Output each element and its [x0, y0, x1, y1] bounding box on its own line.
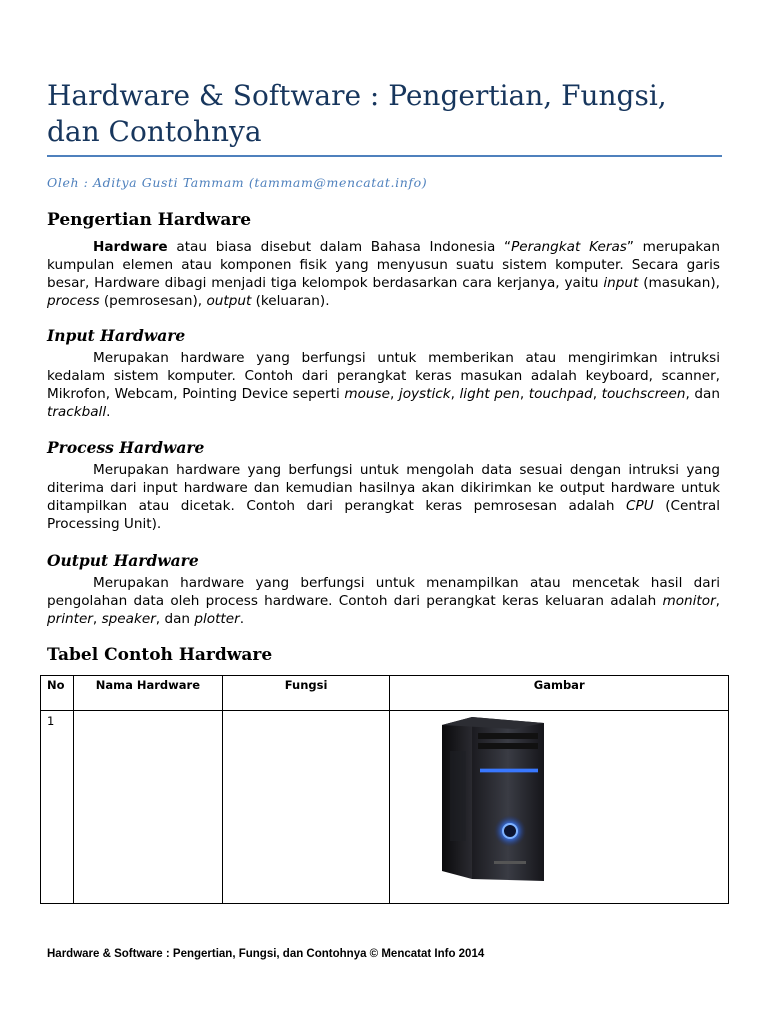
text: ,	[450, 386, 460, 402]
section-process-hardware	[47, 438, 720, 533]
text: atau biasa disebut dalam Bahasa Indonesia “	[167, 239, 512, 255]
example: plotter	[194, 611, 240, 627]
text: Merupakan hardware yang berfungsi untuk memberikan atau mengirimkan intruksi kedalam sistem komputer. Contoh dari perangkat keras masukan adalah keyboard, scanner, Mikrofon, Webcam, Pointing Device seperti	[47, 350, 720, 402]
text: , dan	[685, 386, 720, 402]
text: ,	[715, 593, 720, 609]
example: touchpad	[528, 386, 593, 402]
cell-fungsi	[222, 711, 390, 904]
page-footer: Hardware & Software : Pengertian, Fungsi, dan Contohnya © Mencatat Info 2014	[47, 948, 485, 960]
page-title: Hardware & Software : Pengertian, Fungsi, dan Contohnya	[47, 79, 667, 148]
text: (masukan),	[638, 275, 720, 291]
text: Merupakan hardware yang berfungsi untuk mengolah data sesuai dengan intruksi yang diterima dari input hardware dan kemudian hasilnya akan dikirimkan ke output hardware untuk ditampilkan atau dicetak. Contoh dari perangkat keras pemrosesan adalah	[47, 462, 720, 514]
example: CPU	[626, 498, 654, 514]
example: mouse	[344, 386, 390, 402]
paragraph-input-hardware	[47, 349, 720, 421]
col-header-fungsi: Fungsi	[222, 676, 390, 711]
keyword-input: input	[603, 275, 639, 291]
text: ,	[390, 386, 399, 402]
example: touchscreen	[601, 386, 686, 402]
text: ,	[92, 611, 102, 627]
pc-tower-image	[398, 711, 576, 887]
text: (pemrosesan),	[99, 293, 207, 309]
text: (Central Processing Unit).	[47, 498, 720, 532]
text: .	[239, 611, 245, 627]
example: joystick	[398, 386, 451, 402]
author-line: Oleh : Aditya Gusti Tammam (tammam@mencatat.info)	[47, 175, 428, 190]
example: printer	[47, 611, 93, 627]
text: (keluaran).	[251, 293, 330, 309]
section-output-hardware	[47, 551, 720, 628]
heading-input-hardware: Input Hardware	[47, 326, 186, 345]
keyword-process: process	[47, 293, 100, 309]
example: trackball	[47, 404, 107, 420]
text: , dan	[155, 611, 195, 627]
title-divider	[47, 155, 722, 157]
text: .	[106, 404, 111, 420]
col-header-gambar: Gambar	[390, 676, 729, 711]
heading-process-hardware: Process Hardware	[47, 438, 205, 457]
table-title: Tabel Contoh Hardware	[47, 645, 273, 665]
cell-gambar	[390, 711, 729, 904]
term-perangkat-keras: Perangkat Keras	[511, 239, 627, 255]
example: light pen	[459, 386, 520, 402]
text: ,	[592, 386, 602, 402]
table-header-row	[41, 676, 729, 711]
heading-pengertian: Pengertian Hardware	[47, 210, 252, 230]
pc-tower-icon	[398, 711, 576, 887]
text: ” merupakan kumpulan elemen atau komponen fisik yang menyusun suatu sistem komputer. Secara garis besar, Hardware dibagi menjadi tiga kelompok berdasarkan cara kerjanya, yaitu	[47, 239, 721, 291]
col-header-nama: Nama Hardware	[73, 676, 222, 711]
section-pengertian	[47, 210, 720, 310]
cell-no: 1	[41, 711, 74, 904]
table-row	[41, 711, 729, 904]
col-header-no: No	[41, 676, 74, 711]
section-input-hardware	[47, 326, 720, 421]
heading-output-hardware: Output Hardware	[47, 551, 199, 570]
hardware-table	[40, 675, 729, 904]
example: monitor	[662, 593, 716, 609]
keyword-output: output	[206, 293, 252, 309]
paragraph-process-hardware	[47, 461, 720, 533]
paragraph-pengertian	[47, 238, 720, 310]
term-hardware: Hardware	[93, 239, 168, 255]
paragraph-output-hardware	[47, 574, 720, 628]
cell-nama	[73, 711, 222, 904]
text: ,	[519, 386, 529, 402]
example: speaker	[101, 611, 156, 627]
text: Merupakan hardware yang berfungsi untuk menampilkan atau mencetak hasil dari pengolahan data oleh process hardware. Contoh dari perangkat keras keluaran adalah	[47, 575, 720, 609]
